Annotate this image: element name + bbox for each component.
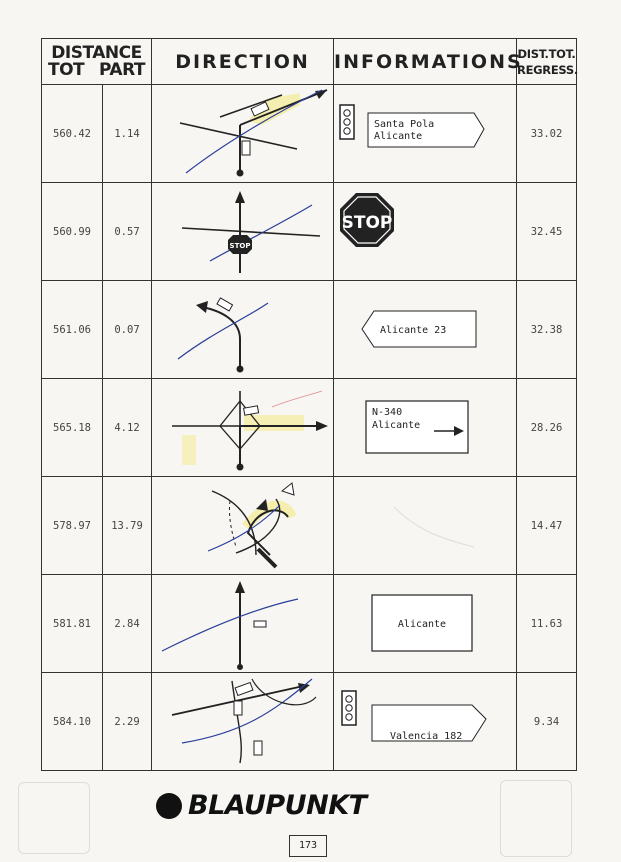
table-row: [42, 85, 577, 183]
info-cell: [334, 379, 517, 477]
route-arrow: [240, 426, 322, 467]
sign-line-1: N-340: [372, 407, 403, 418]
arrowhead: [235, 581, 245, 593]
traffic-light-icon: [254, 741, 262, 755]
table-row: [42, 183, 577, 281]
regress-cell: 32.45: [517, 183, 577, 281]
table-row: [42, 281, 577, 379]
regress-cell: 32.38: [517, 281, 577, 379]
dist-regress-header: [517, 39, 577, 85]
direction-sign-icon: [217, 298, 233, 311]
regress-cell: 14.47: [517, 477, 577, 575]
start-dot: [237, 170, 244, 177]
highway-line: [186, 90, 322, 173]
info-cell: [334, 575, 517, 673]
arrowhead: [298, 683, 310, 693]
regress-cell: 28.26: [517, 379, 577, 477]
brand-logo: [156, 790, 367, 821]
sign-line-2: Alicante: [374, 131, 423, 142]
stop-sign-label: STOP: [341, 213, 393, 233]
route-arrow: [202, 307, 240, 369]
tot-cell: 561.06: [42, 281, 103, 379]
start-dot: [237, 664, 243, 670]
annotation-line: [272, 391, 322, 407]
road-line: [182, 228, 320, 236]
info-cell: [334, 183, 517, 281]
direction-header: DIRECTION: [152, 39, 334, 85]
table-row: [42, 575, 577, 673]
distance-label: DISTANCE: [51, 42, 142, 63]
direction-sign-icon: [254, 621, 266, 627]
part-label: PART: [99, 59, 146, 80]
tot-label: TOT: [48, 59, 85, 80]
highway-line: [210, 205, 312, 261]
info-cell: [334, 281, 517, 379]
triangle-marker: [282, 483, 294, 495]
bleedthrough-mark: [18, 782, 90, 854]
part-cell: 2.84: [103, 575, 152, 673]
direction-diagram: [152, 281, 334, 379]
direction-diagram: [152, 183, 334, 281]
part-cell: 0.57: [103, 183, 152, 281]
sign-line-1: Alicante 23: [380, 325, 447, 336]
start-dot: [237, 464, 244, 471]
brand-dot-icon: [156, 793, 182, 819]
tot-cell: 581.81: [42, 575, 103, 673]
part-cell: 13.79: [103, 477, 152, 575]
regress-cell: 33.02: [517, 85, 577, 183]
tot-cell: 560.99: [42, 183, 103, 281]
header-row: [42, 39, 577, 85]
table-row: [42, 379, 577, 477]
highlight-mark: [182, 435, 196, 465]
info-cell: [334, 477, 517, 575]
direction-sign-icon: [235, 683, 253, 696]
traffic-light-icon: [242, 141, 250, 155]
bleedthrough-mark: [394, 507, 474, 547]
direction-diagram: [152, 477, 334, 575]
direction-diagram: [152, 673, 334, 771]
highway-line: [162, 599, 298, 651]
part-cell: 2.29: [103, 673, 152, 771]
table-row: [42, 477, 577, 575]
part-cell: 0.07: [103, 281, 152, 379]
informations-header: INFORMATIONS: [334, 39, 517, 85]
direction-diagram: [152, 575, 334, 673]
roadbook-table: [41, 38, 577, 771]
sign-line-2: Alicante: [372, 420, 421, 431]
arrowhead: [256, 499, 268, 511]
sign-line-1: Santa Pola: [374, 119, 435, 130]
distance-header: [42, 39, 152, 85]
arrowhead: [316, 421, 328, 431]
brand-name: BLAUPUNKT: [188, 790, 367, 821]
sign-line-1: Alicante: [397, 619, 447, 630]
direction-sign-icon: [244, 406, 259, 415]
info-cell: [334, 85, 517, 183]
highway-line: [178, 303, 268, 359]
arrowhead: [235, 191, 245, 203]
arrowhead: [315, 90, 327, 99]
info-cell: [334, 673, 517, 771]
part-cell: 1.14: [103, 85, 152, 183]
regress-cell: 11.63: [517, 575, 577, 673]
road-line: [212, 491, 256, 555]
traffic-light-icon: [234, 701, 242, 715]
bleedthrough-mark: [500, 780, 572, 857]
tot-cell: 578.97: [42, 477, 103, 575]
arrowhead: [196, 301, 208, 313]
small-stop-label: STOP: [229, 242, 251, 250]
dist-regress-line2: REGRESS.: [517, 62, 578, 77]
direction-diagram: [152, 379, 334, 477]
tot-cell: 584.10: [42, 673, 103, 771]
part-cell: 4.12: [103, 379, 152, 477]
page-number: 173: [289, 835, 327, 857]
start-dot: [237, 366, 244, 373]
dist-regress-line1: DIST.TOT.: [517, 46, 576, 61]
tot-cell: 560.42: [42, 85, 103, 183]
sign-line-1: Valencia 182: [390, 731, 463, 742]
tot-cell: 565.18: [42, 379, 103, 477]
direction-diagram: [152, 85, 334, 183]
regress-cell: 9.34: [517, 673, 577, 771]
table-row: [42, 673, 577, 771]
